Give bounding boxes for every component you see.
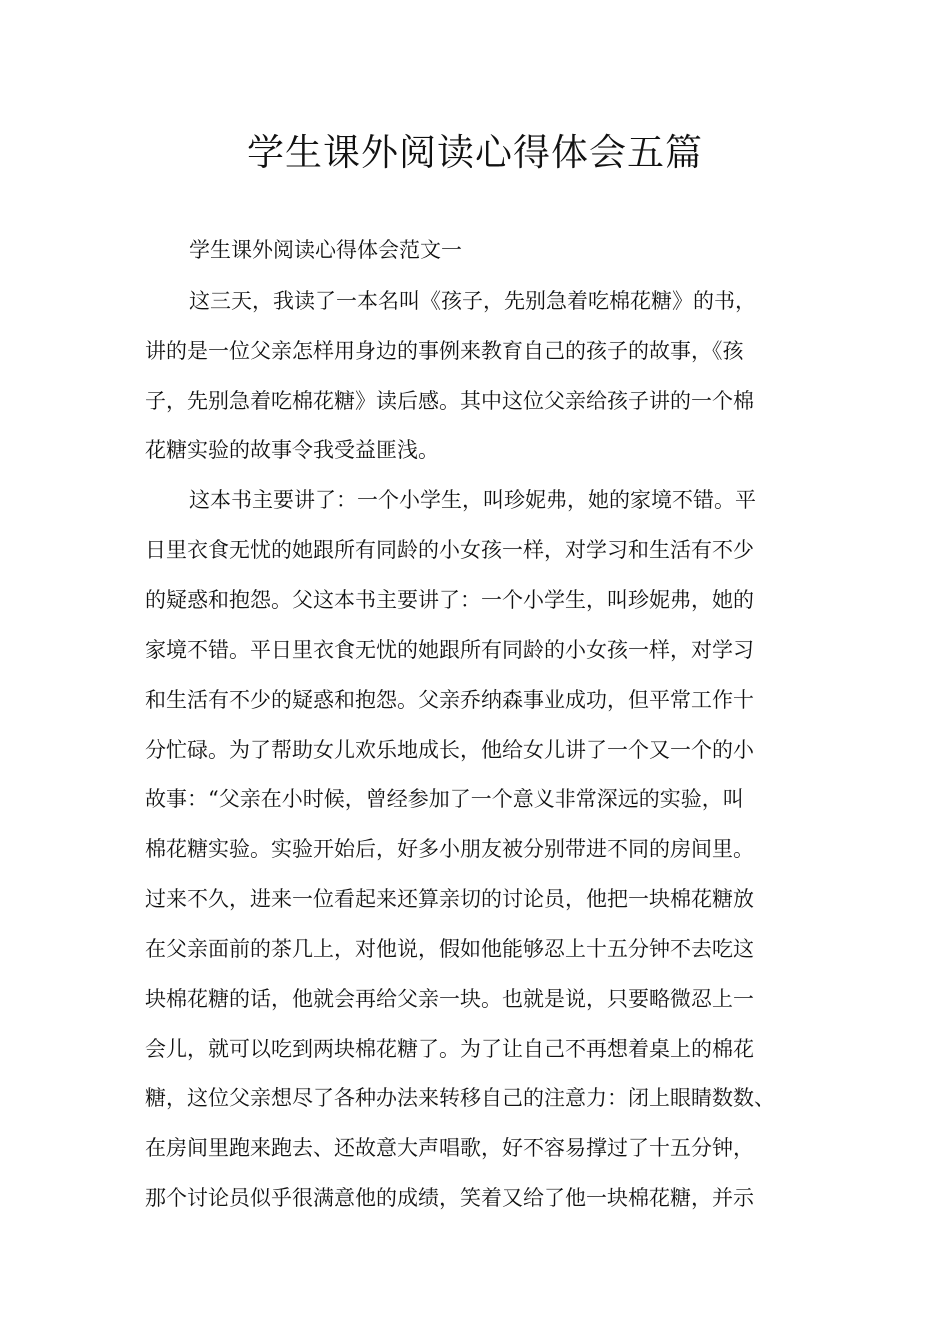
paragraph-line: 在房间里跑来跑去、还故意大声唱歌，好不容易撑过了十五分钟， xyxy=(145,1136,754,1160)
paragraph-line: 会儿，就可以吃到两块棉花糖了。为了让自己不再想着桌上的棉花 xyxy=(145,1037,754,1061)
paragraph-line: 讲的是一位父亲怎样用身边的事例来教育自己的孩子的故事，《孩 xyxy=(145,339,744,363)
document-title: 学生课外阅读心得体会五篇 xyxy=(247,131,703,174)
paragraph-line: 在父亲面前的茶几上，对他说，假如他能够忍上十五分钟不去吃这 xyxy=(145,937,754,961)
paragraph-line: 那个讨论员似乎很满意他的成绩，笑着又给了他一块棉花糖，并示 xyxy=(145,1186,754,1210)
paragraph-line: 这三天，我读了一本名叫《孩子，先别急着吃棉花糖》的书， xyxy=(189,289,756,313)
paragraph-line: 日里衣食无忧的她跟所有同龄的小女孩一样，对学习和生活有不少 xyxy=(145,538,754,562)
paragraph-line: 故事：“父亲在小时候，曾经参加了一个意义非常深远的实验，叫 xyxy=(145,787,744,811)
paragraph-line: 过来不久，进来一位看起来还算亲切的讨论员，他把一块棉花糖放 xyxy=(145,887,754,911)
paragraph-line: 和生活有不少的疑惑和抱怨。父亲乔纳森事业成功，但平常工作十 xyxy=(145,688,754,712)
document-subtitle: 学生课外阅读心得体会范文一 xyxy=(189,238,462,262)
paragraph-line: 的疑惑和抱怨。父这本书主要讲了：一个小学生，叫珍妮弗，她的 xyxy=(145,588,754,612)
paragraph-line: 这本书主要讲了：一个小学生，叫珍妮弗，她的家境不错。平 xyxy=(189,488,756,512)
paragraph-line: 棉花糖实验。实验开始后，好多小朋友被分别带进不同的房间里。 xyxy=(145,837,754,861)
paragraph-line: 花糖实验的故事令我受益匪浅。 xyxy=(145,438,439,462)
paragraph-line: 家境不错。平日里衣食无忧的她跟所有同龄的小女孩一样，对学习 xyxy=(145,638,754,662)
paragraph-line: 子，先别急着吃棉花糖》读后感。其中这位父亲给孩子讲的一个棉 xyxy=(145,389,754,413)
paragraph-line: 块棉花糖的话，他就会再给父亲一块。也就是说，只要略微忍上一 xyxy=(145,987,754,1011)
paragraph-line: 糖，这位父亲想尽了各种办法来转移自己的注意力：闭上眼睛数数、 xyxy=(145,1086,775,1110)
paragraph-line: 分忙碌。为了帮助女儿欢乐地成长，他给女儿讲了一个又一个的小 xyxy=(145,738,754,762)
